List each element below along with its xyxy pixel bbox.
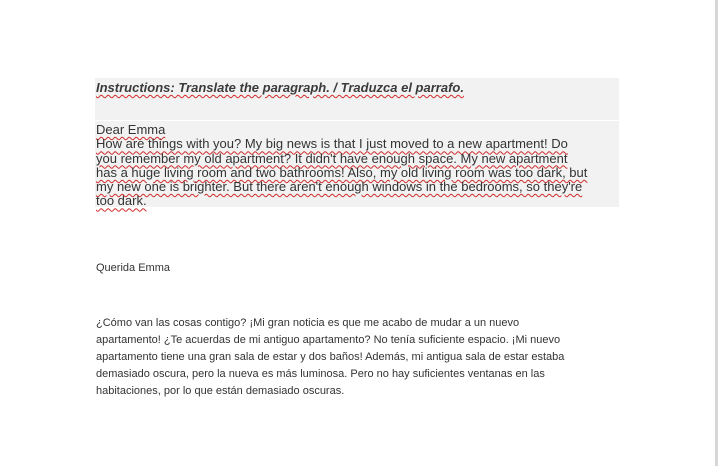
english-line: How are things with you? My big news is that I just moved to a new apartment! Do <box>96 136 568 152</box>
spanish-letter <box>96 315 616 400</box>
english-greeting: Dear Emma <box>96 122 166 137</box>
spanish-line: apartamento! ¿Te acuerdas de mi antiguo apartamento? No tenía suficiente espacio. ¡Mi nuevo <box>96 334 561 346</box>
instructions-heading: Instructions: Translate the paragraph. / Traduzca el parrafo. <box>96 80 464 95</box>
english-line: you remember my old apartment? It didn't have enough space. My new apartment <box>96 150 568 166</box>
english-line: my new one is brighter. But there aren't enough windows in the bedrooms, so they're <box>96 179 583 195</box>
spanish-greeting: Querida Emma <box>96 262 170 274</box>
spanish-line: demasiado oscura, pero la nueva es más luminosa. Pero no hay suficientes ventanas en las <box>96 368 545 380</box>
english-line: has a huge living room and two bathrooms! Also, my old living room was too dark, but <box>96 164 588 180</box>
english-line: too dark. <box>96 193 147 209</box>
spanish-line: apartamento tiene una gran sala de estar y dos baños! Además, mi antigua sala de estar estaba <box>96 351 565 363</box>
english-letter <box>96 123 618 209</box>
spanish-line: ¿Cómo van las cosas contigo? ¡Mi gran noticia es que me acabo de mudar a un nuevo <box>96 317 520 329</box>
spanish-line: habitaciones, por lo que están demasiado oscuras. <box>96 385 345 397</box>
